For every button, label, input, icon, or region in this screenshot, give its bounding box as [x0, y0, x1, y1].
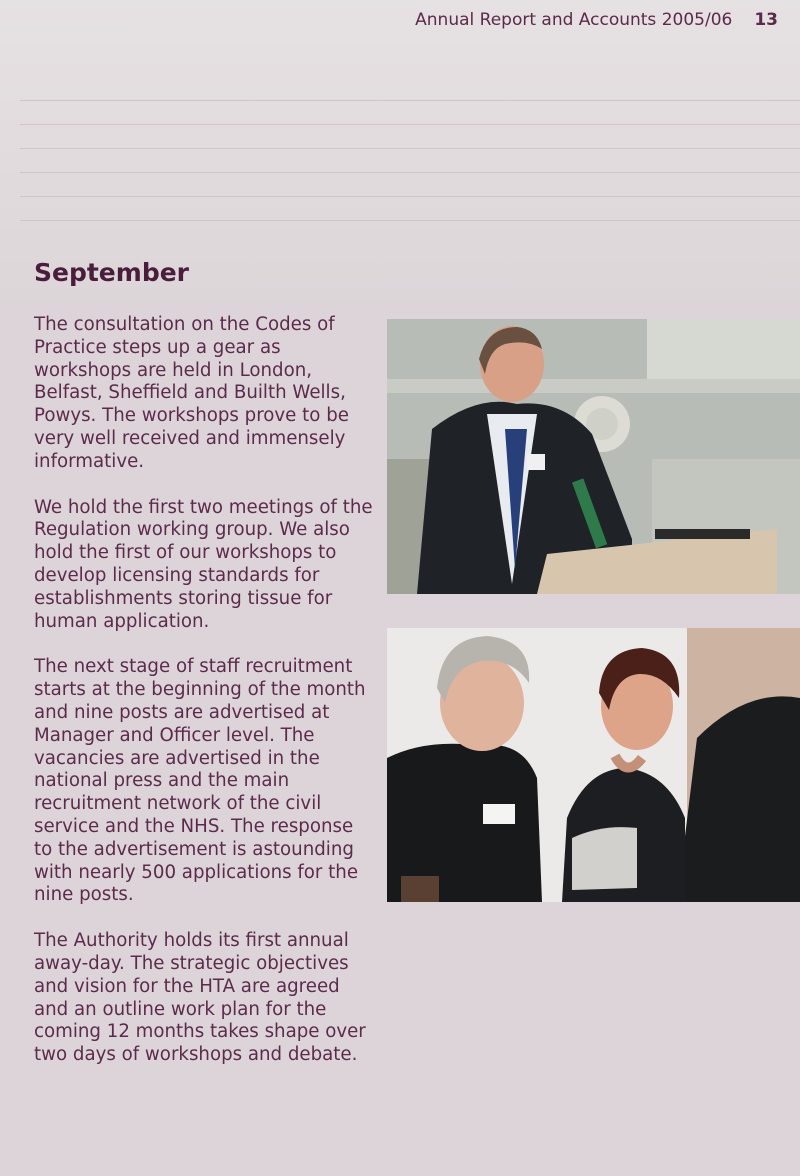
body-text — [34, 314, 374, 1090]
report-title: Annual Report and Accounts 2005/06 — [415, 10, 733, 30]
divider — [20, 220, 800, 221]
meeting-photo — [387, 628, 800, 902]
section-title: September — [34, 258, 189, 287]
page-number: 13 — [754, 10, 778, 30]
paragraph: The next stage of staff recruitment starts at the beginning of the month and nine posts are advertised at Manager and Officer level. The vacancies are advertised in the national press and the main recruitment network of the civil service and the NHS. The response to the advertisement is astounding with nearly 500 applications for the nine posts. — [34, 656, 366, 906]
meeting-illustration — [387, 628, 800, 902]
speaker-photo — [387, 319, 800, 594]
divider — [20, 196, 800, 197]
paragraph: The Authority holds its first annual away-day. The strategic objectives and vision for the HTA are agreed and an outline work plan for the coming 12 months takes shape over two days of workshops and debate. — [34, 930, 366, 1066]
divider — [20, 100, 800, 101]
speaker-illustration — [387, 319, 800, 594]
header-band — [0, 0, 800, 300]
running-header — [415, 10, 778, 30]
divider — [20, 172, 800, 173]
paragraph: We hold the first two meetings of the Regulation working group. We also hold the first of our workshops to develop licensing standards for establishments storing tissue for human application. — [34, 496, 373, 632]
divider — [20, 148, 800, 149]
divider — [20, 124, 800, 125]
paragraph: The consultation on the Codes of Practice steps up a gear as workshops are held in London, Belfast, Sheffield and Builth Wells, Powys. The workshops prove to be very well received and immensely informative. — [34, 314, 349, 472]
